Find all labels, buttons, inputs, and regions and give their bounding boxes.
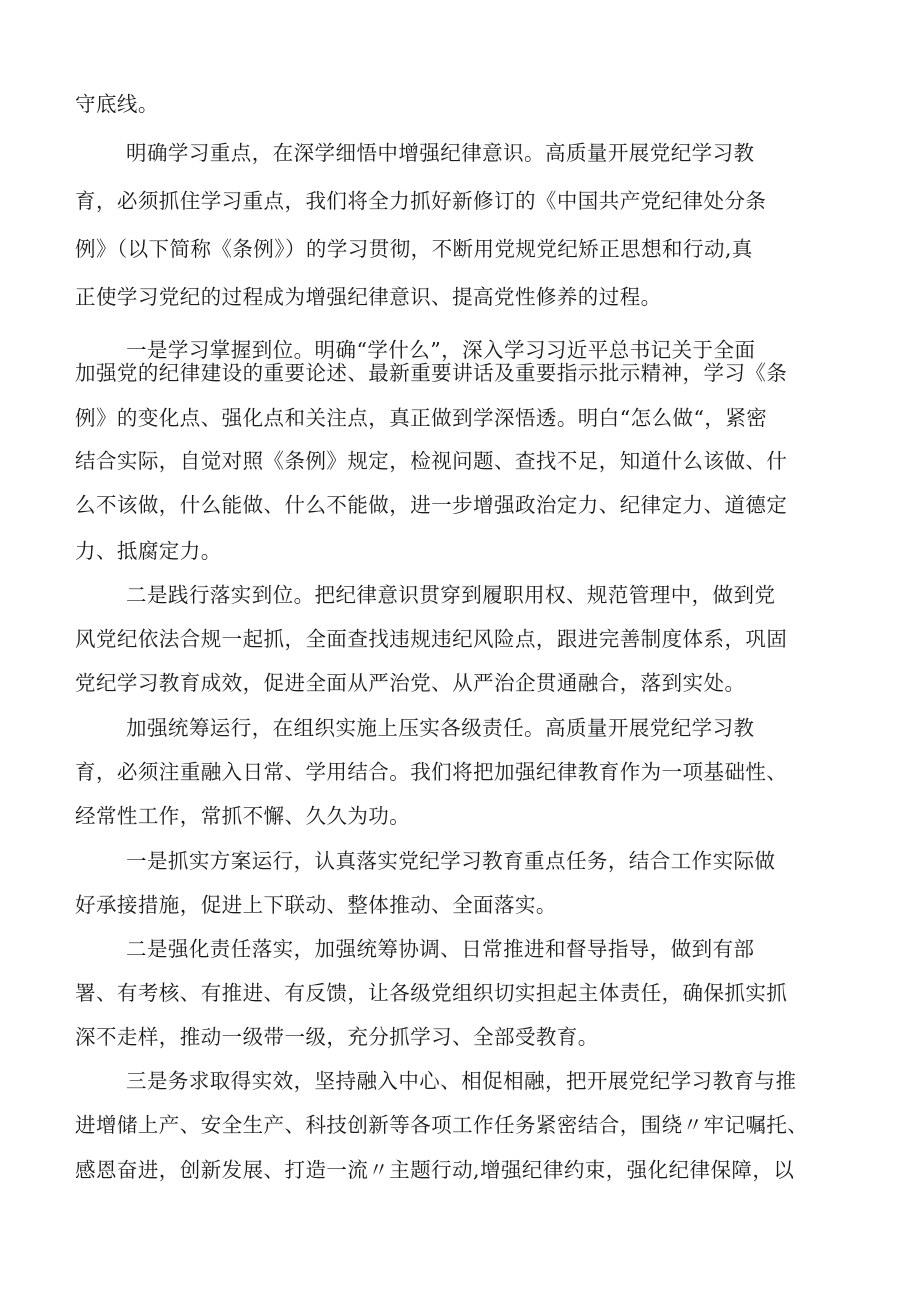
text-line: 署、有考核、有推进、有反馈，让各级党组织切实担起主体责任，确保抓实抓 (75, 981, 788, 1005)
text-line: 深不走样，推动一级带一级，充分抓学习、全部受教育。 (75, 1025, 599, 1049)
text-line: 感恩奋进，创新发展、打造一流〃主题行动,增强纪律约束，强化纪律保障，以 (75, 1158, 795, 1182)
text-line: 一是抓实方案运行，认真落实党纪学习教育重点任务，结合工作实际做 (126, 849, 776, 873)
text-line: 结合实际，自觉对照《条例》规定，检视问题、查找不足，知道什么该做、什 (75, 449, 788, 473)
text-line: 加强党的纪律建设的重要论述、最新重要讲话及重要指示批示精神，学习《条 (75, 361, 788, 385)
text-line: 二是践行落实到位。把纪律意识贯穿到履职用权、规范管理中，做到党 (126, 583, 776, 607)
text-line: 守底线。 (75, 92, 159, 116)
text-line: 好承接措施，促进上下联动、整体推动、全面落实。 (75, 893, 557, 917)
text-line: 二是强化责任落实，加强统筹协调、日常推进和督导指导，做到有部 (126, 937, 755, 961)
text-line: 么不该做，什么能做、什么不能做，进一步增强政治定力、纪律定力、道德定 (75, 493, 788, 517)
text-line: 加强统筹运行，在组织实施上压实各级责任。高质量开展党纪学习教 (126, 716, 755, 740)
text-line: 三是务求取得实效，坚持融入中心、相促相融，把开展党纪学习教育与推 (126, 1069, 797, 1093)
text-line: 经常性工作，常抓不懈、久久为功。 (75, 804, 411, 828)
text-line: 例》（以下简称《条例》）的学习贯彻，不断用党规党纪矫正思想和行动,真 (75, 237, 753, 261)
text-line: 风党纪依法合规一起抓，全面查找违规违纪风险点，跟进完善制度体系，巩固 (75, 627, 788, 651)
text-line: 育，必须抓住学习重点，我们将全力抓好新修订的《中国共产党纪律处分条 (75, 189, 767, 213)
text-line: 正使学习党纪的过程成为增强纪律意识、提高党性修养的过程。 (75, 285, 662, 309)
text-line: 党纪学习教育成效，促进全面从严治党、从严治企贯通融合，落到实处。 (75, 671, 746, 695)
text-line: 例》的变化点、强化点和关注点，真正做到学深悟透。明白“怎么做“，紧密 (75, 406, 768, 430)
text-line: 育，必须注重融入日常、学用结合。我们将把加强纪律教育作为一项基础性、 (75, 760, 788, 784)
text-line: 进增储上产、安全生产、科技创新等各项工作任务紧密结合，围绕〃牢记嘱托、 (75, 1113, 809, 1137)
text-line: 明确学习重点，在深学细悟中增强纪律意识。高质量开展党纪学习教 (126, 141, 755, 165)
text-line: 一是学习掌握到位。明确“学什么”，深入学习习近平总书记关于全面 (126, 338, 756, 362)
text-line: 力、抵腐定力。 (75, 539, 222, 563)
